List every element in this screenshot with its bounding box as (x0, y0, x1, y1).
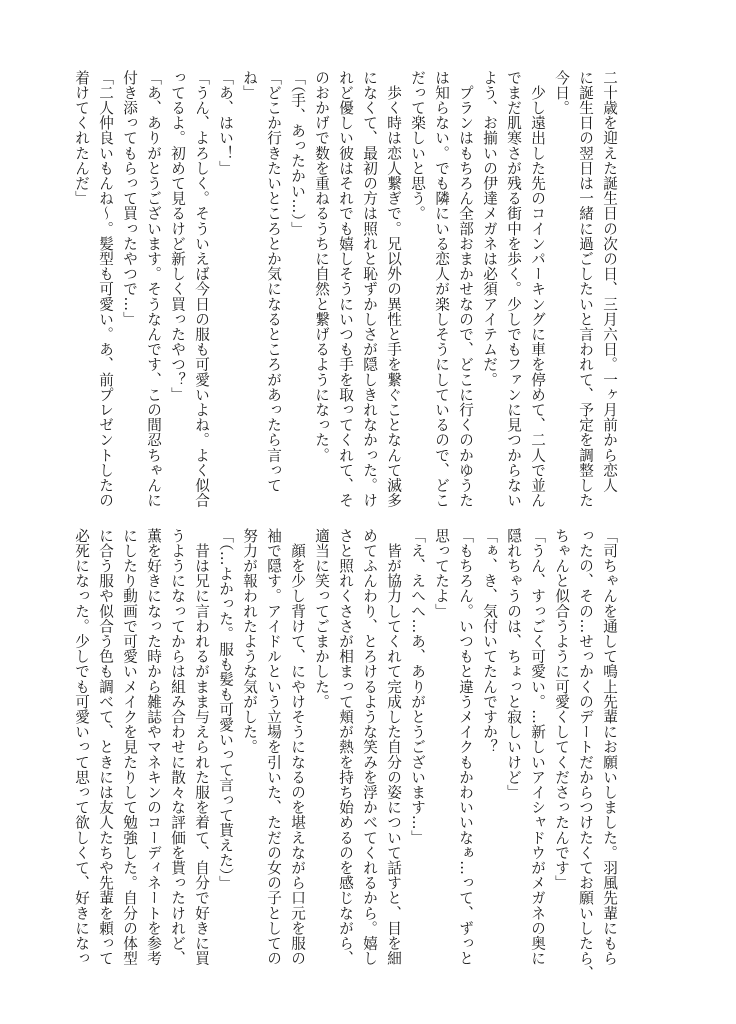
text-line: 顔を少し背けて、にやけそうになるのを堪えながら口元を服の (289, 528, 306, 966)
lower-text-block (73, 528, 621, 981)
text-line: 少し遠出した先のコインパーキングに車を停めて、二人で並ん (529, 70, 546, 508)
text-line: にしたり動画で可愛いメイクを見たりして勉強した。自分の体型 (121, 528, 138, 966)
text-line: れど優しい彼はそれでも嬉しそうにいつも手を取ってくれて、そ (337, 70, 354, 508)
text-line: 薫を好きになった時から雑誌やマネキンのコーディネートを参考 (145, 528, 162, 966)
text-line: さと照れくささが相まって頬が熱を持ち始めるのを感じながら、 (337, 528, 354, 966)
text-line: 袖で隠す。アイドルという立場を引いた、ただの女の子としての (265, 528, 282, 966)
text-line: ってるよ。初めて見るけど新しく買ったやつ？」 (169, 70, 186, 403)
text-line: 歩く時は恋人繋ぎで。兄以外の異性と手を繋ぐことなんて滅多 (385, 70, 402, 508)
text-line: 必死になった。少しでも可愛いって思って欲しくて、好きになっ (73, 528, 90, 966)
text-line: になくて、最初の方は照れと恥ずかしさが隠しきれなかった。け (361, 70, 378, 508)
text-line: うようになってからは組み合わせに散々な評価を貰ったけれど、 (169, 528, 186, 966)
text-line: 「え、えへへ…あ、ありがとうございます…」 (409, 528, 426, 846)
text-line: 二十歳を迎えた誕生日の次の日、三月六日。一ヶ月前から恋人 (601, 70, 618, 493)
text-line: プランはもちろん全部おまかせなので、どこに行くのかゆうた (457, 70, 474, 508)
text-line: 付き添ってもらって買ったやつで…」 (121, 70, 138, 327)
text-line: ね」 (241, 70, 258, 101)
text-line: ったの、その…せっかくのデートだからつけたくてお願いしたら、 (577, 528, 594, 981)
text-line: 努力が報われたような気がした。 (241, 528, 258, 755)
text-line: に誕生日の翌日は一緒に過ごしたいと言われて、予定を調整した (577, 70, 594, 508)
text-line: 「二人仲良いもんね〜。髪型も可愛い。あ、前プレゼントしたの (97, 70, 114, 508)
text-line: 「あ、ありがとうございます。そうなんです、この間忍ちゃんに (145, 70, 162, 508)
text-line: 「うん、よろしく。そういえば今日の服も可愛いよね。よく似合 (193, 70, 210, 508)
text-line: 着けてくれたんだ」 (73, 70, 90, 206)
text-line: 「（…よかった。服も髪も可愛いって言って貰えた）」 (217, 528, 234, 891)
text-line: だって楽しいと思う。 (409, 70, 426, 221)
text-line: 隠れちゃうのは、ちょっと寂しいけど」 (505, 528, 522, 800)
text-line: 「（手、あったかい…）」 (289, 70, 306, 237)
text-line: 昔は兄に言われるがまま与えられた服を着て、自分で好きに買 (193, 528, 210, 966)
text-line: めてふんわり、とろけるような笑みを浮かべてくれるから。嬉し (361, 528, 378, 966)
text-line: ちゃんと似合うように可愛くしてくださったんです」 (553, 528, 570, 891)
text-line: は知らない。でも隣にいる恋人が楽しそうにしているので、どこ (433, 70, 450, 508)
text-line: 「どこか行きたいところとか気になるところがあったら言って (265, 70, 282, 493)
text-line: 「ぁ、き、気付いてたんですか？ (481, 528, 498, 755)
text-line: に合う服や似合う色も調べて、ときには友人たちや先輩を頼って (97, 528, 114, 966)
text-line: 「司ちゃんを通して鳴上先輩にお願いしました。羽風先輩にもら (601, 528, 618, 966)
text-line: 皆が協力してくれて完成した自分の姿について話すと、目を細 (385, 528, 402, 966)
text-line: よう、お揃いの伊達メガネは必須アイテムだ。 (481, 70, 498, 388)
text-line: のおかげで数を重ねるうちに自然と繋げるようになった。 (313, 70, 330, 463)
text-line: 適当に笑ってごまかした。 (313, 528, 330, 710)
text-line: でまだ肌寒さが残る街中を歩く。少しでもファンに見つからない (505, 70, 522, 508)
upper-text-block (73, 70, 621, 508)
text-line: 思ってたよ」 (433, 528, 450, 619)
text-line: 「もちろん。いつもと違うメイクもかわいいなぁ…って、ずっと (457, 528, 474, 966)
text-line: 「あ、はい！」 (217, 70, 234, 176)
text-line: 今日。 (553, 70, 570, 116)
text-line: 「うん、すっごく可愛い。…新しいアイシャドウがメガネの奥に (529, 528, 546, 966)
